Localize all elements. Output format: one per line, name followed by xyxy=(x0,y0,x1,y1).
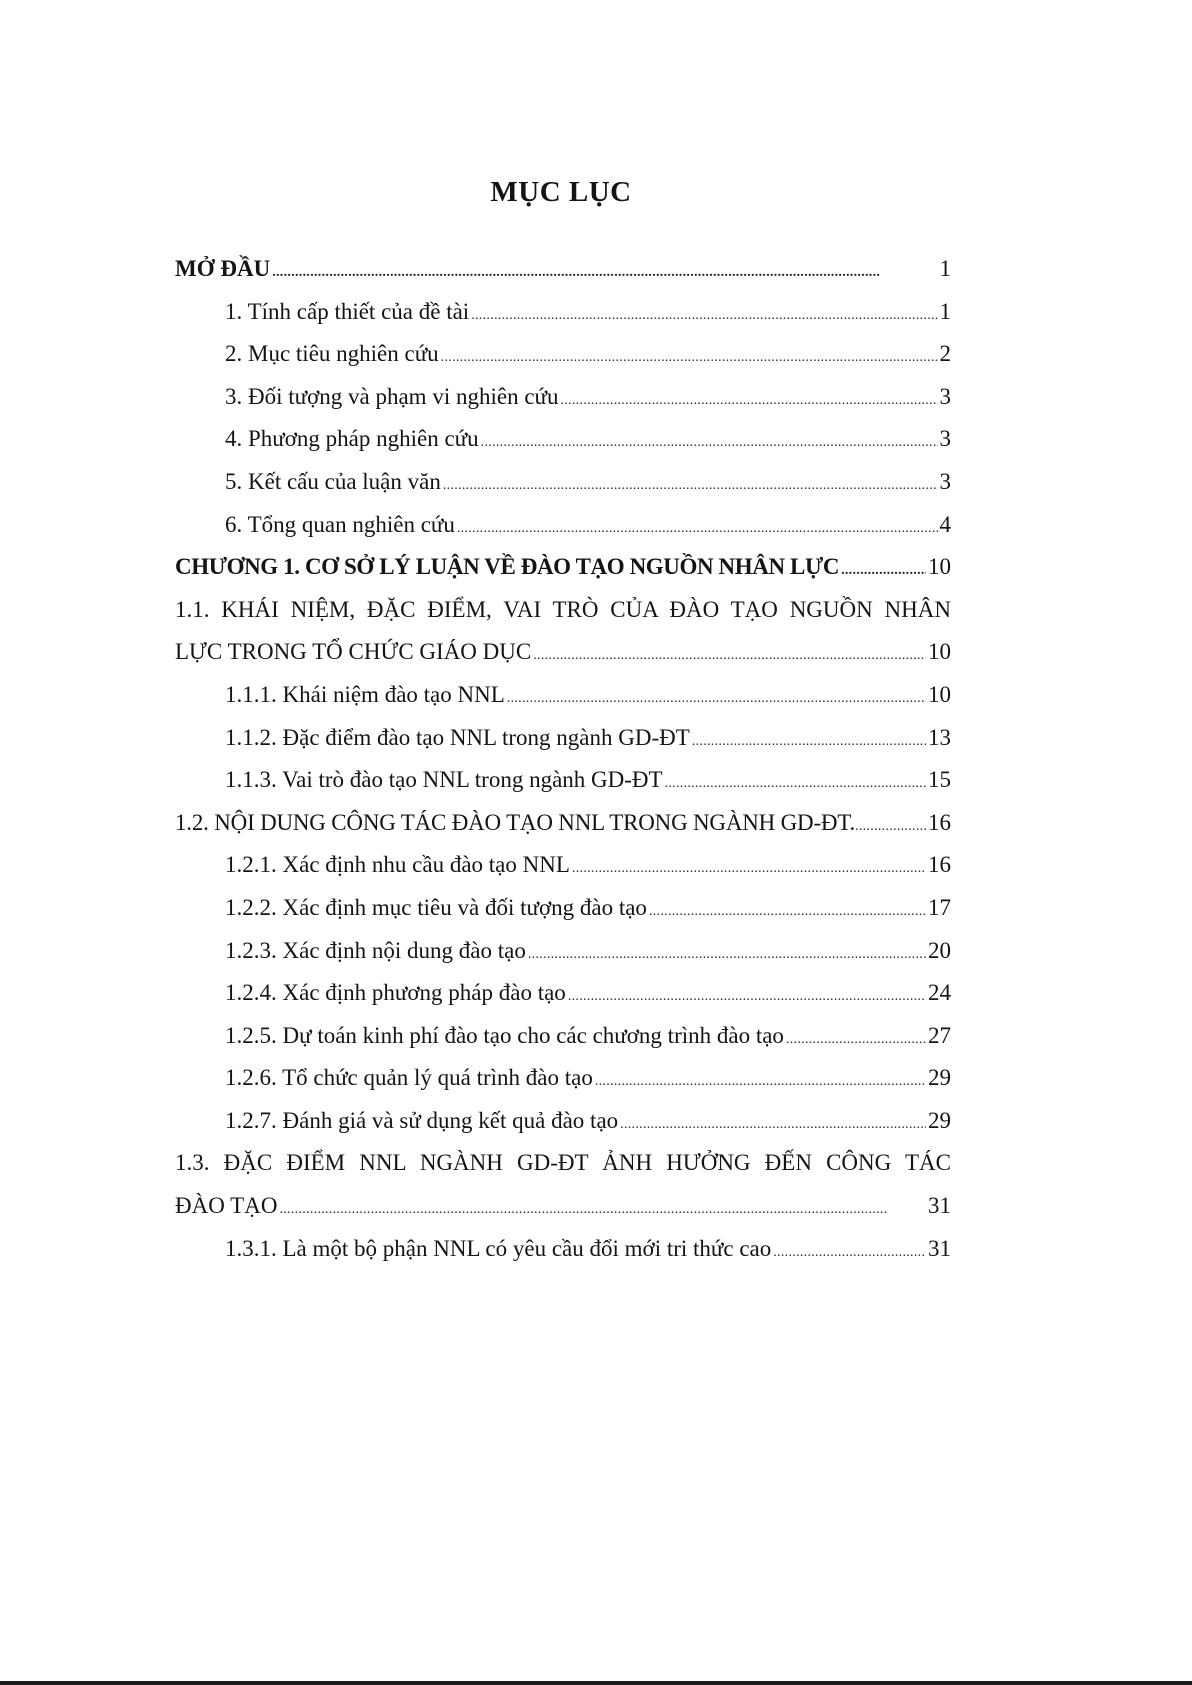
table-of-contents xyxy=(175,248,951,1270)
dot-leader xyxy=(841,550,926,593)
toc-entry[interactable] xyxy=(175,887,951,930)
toc-entry[interactable] xyxy=(175,546,951,589)
toc-entry-text: 1.2.2. Xác định mục tiêu và đối tượng đào tạo xyxy=(225,894,647,920)
toc-entry-text: 5. Kết cấu của luận văn xyxy=(225,468,441,494)
toc-entry-page: 3 xyxy=(939,426,951,452)
dot-leader xyxy=(561,380,938,423)
toc-entry-text: 1.2.6. Tổ chức quản lý quá trình đào tạo xyxy=(225,1065,593,1091)
toc-entry[interactable] xyxy=(175,930,951,973)
toc-title: MỤC LỤC xyxy=(490,176,632,208)
toc-entry-text: 1.1.2. Đặc điểm đào tạo NNL trong ngành GD-ĐT xyxy=(225,724,690,750)
toc-entry-text: 1.3. ĐẶC ĐIỂM NNL NGÀNH GD-ĐT ẢNH HƯỞNG ĐẾN CÔNG TÁC xyxy=(175,1150,951,1176)
toc-entry-text: 1. Tính cấp thiết của đề tài xyxy=(225,298,470,324)
toc-entry[interactable] xyxy=(175,376,951,419)
toc-entry-text: 1.2.1. Xác định nhu cầu đào tạo NNL xyxy=(225,852,570,878)
dot-leader xyxy=(649,891,926,934)
dot-leader xyxy=(507,678,926,721)
toc-entry-page: 31 xyxy=(928,1193,951,1219)
dot-leader xyxy=(528,934,926,977)
toc-entry[interactable] xyxy=(175,1142,951,1185)
toc-entry[interactable] xyxy=(175,1100,951,1143)
dot-leader xyxy=(279,1189,926,1232)
toc-entry[interactable] xyxy=(175,589,951,632)
toc-entry-page: 13 xyxy=(928,724,951,750)
toc-entry-text: 1.2.4. Xác định phương pháp đào tạo xyxy=(225,980,566,1006)
toc-entry[interactable] xyxy=(175,418,951,461)
dot-leader xyxy=(595,1061,926,1104)
toc-entry-page: 15 xyxy=(928,767,951,793)
toc-entry-text: 1.2.5. Dự toán kinh phí đào tạo cho các chương trình đào tạo xyxy=(225,1022,784,1048)
dot-leader xyxy=(481,422,938,465)
toc-entry-text: 3. Đối tượng và phạm vi nghiên cứu xyxy=(225,383,559,409)
toc-entry[interactable] xyxy=(175,844,951,887)
toc-entry-page: 3 xyxy=(939,468,951,494)
toc-entry[interactable] xyxy=(175,1228,951,1271)
toc-entry[interactable] xyxy=(175,1185,951,1228)
dot-leader xyxy=(568,976,926,1019)
dot-leader xyxy=(786,1019,926,1062)
toc-entry-text: 1.3.1. Là một bộ phận NNL có yêu cầu đổi mới tri thức cao xyxy=(225,1235,772,1261)
toc-entry[interactable] xyxy=(175,802,951,845)
toc-entry-page: 10 xyxy=(928,639,951,665)
toc-entry[interactable] xyxy=(175,248,951,291)
toc-entry-page: 3 xyxy=(939,383,951,409)
toc-entry-text: LỰC TRONG TỔ CHỨC GIÁO DỤC xyxy=(175,639,532,665)
toc-entry[interactable] xyxy=(175,674,951,717)
toc-entry-text: 1.2.3. Xác định nội dung đào tạo xyxy=(225,937,526,963)
toc-entry-page: 10 xyxy=(928,681,951,707)
dot-leader xyxy=(620,1104,926,1147)
toc-entry-text: CHƯƠNG 1. CƠ SỞ LÝ LUẬN VỀ ĐÀO TẠO NGUỒN NHÂN LỰC xyxy=(175,554,840,580)
dot-leader xyxy=(471,295,937,338)
dot-leader xyxy=(773,1232,926,1275)
dot-leader xyxy=(457,508,938,551)
toc-entry-text: 1.2. NỘI DUNG CÔNG TÁC ĐÀO TẠO NNL TRONG NGÀNH GD-ĐT. xyxy=(175,809,856,835)
toc-entry[interactable] xyxy=(175,504,951,547)
toc-entry-text: 1.1.1. Khái niệm đào tạo NNL xyxy=(225,681,505,707)
toc-entry-page: 29 xyxy=(928,1065,951,1091)
toc-entry-text: MỞ ĐẦU xyxy=(175,256,271,281)
toc-entry-page: 2 xyxy=(939,341,951,367)
dot-leader xyxy=(533,635,926,678)
toc-entry[interactable] xyxy=(175,759,951,802)
dot-leader xyxy=(572,848,926,891)
toc-entry-page: 29 xyxy=(928,1107,951,1133)
toc-entry-page: 27 xyxy=(928,1022,951,1048)
dot-leader xyxy=(665,763,926,806)
toc-entry-text: 1.1.3. Vai trò đào tạo NNL trong ngành GD-ĐT xyxy=(225,767,663,793)
toc-entry-page: 31 xyxy=(928,1235,951,1261)
toc-entry-page: 16 xyxy=(928,852,951,878)
toc-entry[interactable] xyxy=(175,333,951,376)
toc-entry[interactable] xyxy=(175,717,951,760)
toc-entry-page: 4 xyxy=(939,511,951,537)
dot-leader xyxy=(441,337,938,380)
toc-entry[interactable] xyxy=(175,1015,951,1058)
toc-entry[interactable] xyxy=(175,291,951,334)
toc-entry-page: 10 xyxy=(928,554,951,580)
toc-entry-page: 24 xyxy=(928,980,951,1006)
toc-entry[interactable] xyxy=(175,631,951,674)
bottom-edge-line xyxy=(0,1681,1192,1685)
toc-entry-page: 17 xyxy=(928,894,951,920)
toc-entry-text: 2. Mục tiêu nghiên cứu xyxy=(225,341,439,367)
dot-leader xyxy=(692,721,926,764)
toc-entry[interactable] xyxy=(175,1057,951,1100)
toc-entry-text: 1.2.7. Đánh giá và sử dụng kết quả đào tạo xyxy=(225,1107,619,1133)
toc-entry-page: 20 xyxy=(928,937,951,963)
toc-entry-text: 6. Tổng quan nghiên cứu xyxy=(225,511,455,537)
dot-leader xyxy=(272,252,937,295)
toc-entry-page: 1 xyxy=(939,256,951,281)
dot-leader xyxy=(855,806,928,849)
toc-entry-page: 1 xyxy=(939,298,951,324)
toc-entry-page: 16 xyxy=(928,809,951,835)
toc-entry-text: 4. Phương pháp nghiên cứu xyxy=(225,426,479,452)
toc-entry-text: 1.1. KHÁI NIỆM, ĐẶC ĐIỂM, VAI TRÒ CỦA ĐÀO TẠO NGUỒN NHÂN xyxy=(175,596,951,622)
toc-entry[interactable] xyxy=(175,461,951,504)
toc-entry[interactable] xyxy=(175,972,951,1015)
dot-leader xyxy=(443,465,938,508)
toc-entry-text: ĐÀO TẠO xyxy=(175,1193,278,1219)
